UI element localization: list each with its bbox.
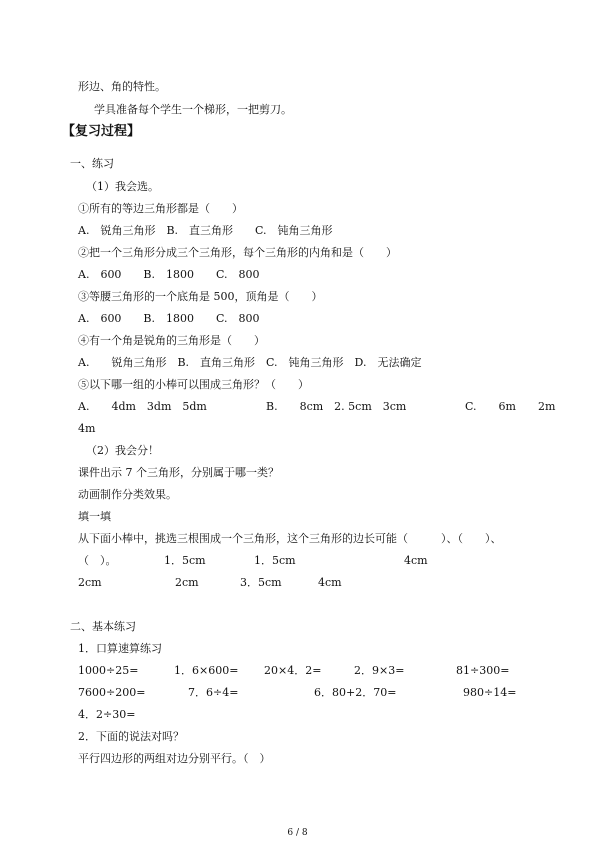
subsection-title: 1．口算速算练习 [78,642,162,655]
calc-item: 7600÷200= [78,686,146,699]
section-heading: 【复习过程】 [62,124,141,139]
question: ⑤以下哪一组的小棒可以围成三角形？（ ） [78,378,309,391]
subsection-title: （1）我会选。 [86,180,159,193]
calc-item: 7．6÷4= [188,686,239,699]
stick-length: 2cm [175,576,199,589]
calc-item: 1000÷25= [78,664,139,677]
calc-item: 1．6×600= [174,664,239,677]
question: ①所有的等边三角形都是（ ） [78,202,243,215]
blank: （ ）。 [78,554,117,567]
stick-length: 4cm [404,554,428,567]
stick-length: 4cm [318,576,342,589]
question: ②把一个三角形分成三个三角形，每个三角形的内角和是（ ） [78,246,397,259]
text-line: 形边、角的特性。 [78,80,166,93]
text-line: 4m [78,422,96,435]
section-title: 二、基本练习 [70,620,136,633]
options: A. 600 B. 1800 C. 800 [78,268,260,281]
calc-item: 6．80+2．70= [314,686,397,699]
question: ④有一个角是锐角的三角形是（ ） [78,334,265,347]
option-b: B. 8cm 2. 5cm 3cm [266,400,407,413]
calc-item: 4．2÷30= [78,708,136,721]
stick-length: 1．5cm [164,554,206,567]
text-line: 动画制作分类效果。 [78,488,177,501]
subsection-title: 2．下面的说法对吗？ [78,730,184,743]
calc-item: 20×4．2= [264,664,322,677]
calc-item: 2．9×3= [354,664,405,677]
options: A. 锐角三角形 B. 直三角形 C. 钝角三角形 [78,224,333,237]
text-line: 填一填 [78,510,111,523]
option-c: C. 6m 2m [465,400,556,413]
section-title: 一、练习 [70,157,114,170]
text-line: 学具准备每个学生一个梯形，一把剪刀。 [94,103,292,116]
question: ③等腰三角形的一个底角是 500，顶角是（ ） [78,290,323,303]
option-a: A. 4dm 3dm 5dm [78,400,207,413]
subsection-title: （2）我会分！ [86,444,159,457]
options: A. 600 B. 1800 C. 800 [78,312,260,325]
calc-item: 81÷300= [456,664,510,677]
question: 从下面小棒中，挑选三根围成一个三角形，这个三角形的边长可能（ ）、（ ）、 [78,532,502,545]
stick-length: 2cm [78,576,102,589]
stick-length: 3．5cm [240,576,282,589]
options: A. 锐角三角形 B. 直角三角形 C. 钝角三角形 D. 无法确定 [78,356,422,369]
stick-length: 1．5cm [254,554,296,567]
page-number: 6 / 8 [287,828,308,838]
question: 平行四边形的两组对边分别平行。（ ） [78,752,271,765]
text-line: 课件出示 7 个三角形，分别属于哪一类？ [78,466,279,479]
calc-item: 980÷14= [463,686,517,699]
